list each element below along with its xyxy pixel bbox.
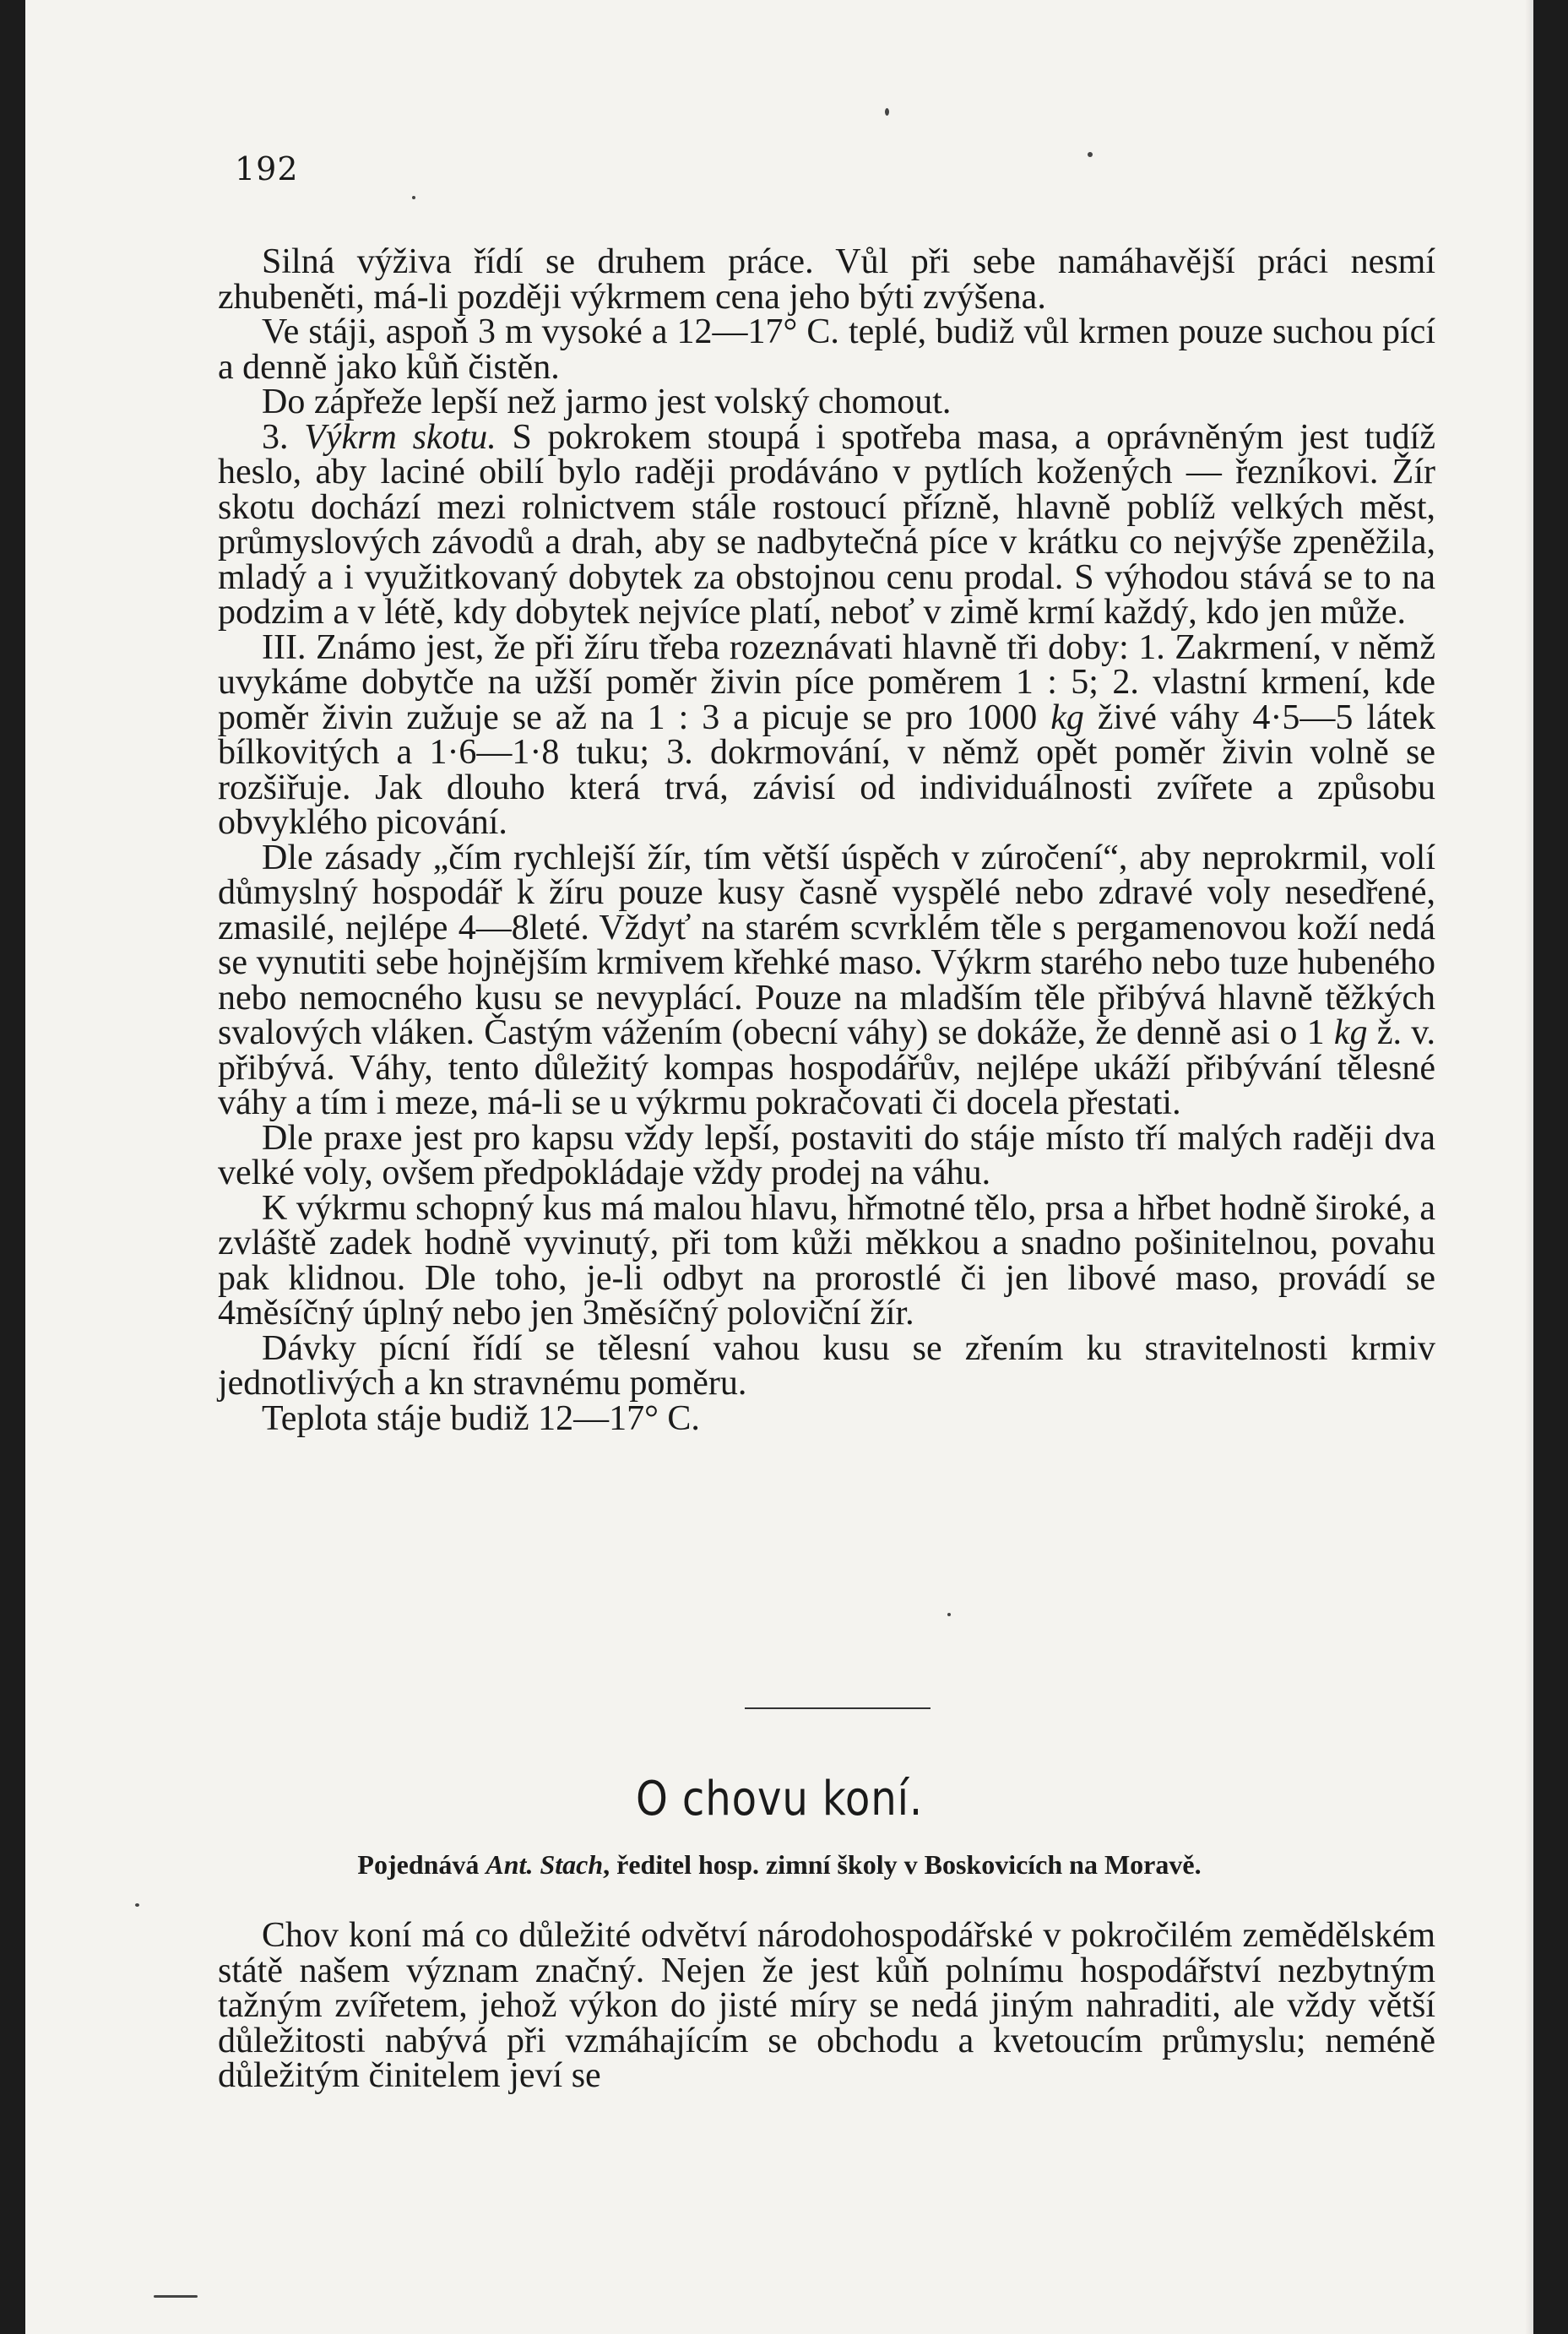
paragraph: Dávky pícní řídí se tělesní vahou kusu se zřením ku stravitelnosti krmiv jednotlivých a kn stravnému poměru.: [218, 1328, 1435, 1403]
section-divider: [745, 1707, 930, 1709]
paragraph: [218, 838, 1435, 1122]
section-heading: Výkrm skotu.: [304, 417, 496, 457]
paragraph-text: Dle zásady „čím rychlejší žír, tím větší úspěch v zúročení“, aby neprokrmil, volí důmyslný hospodář k žíru pouze kusy časně vyspělé nebo zdravé voly nesedřené, zmasilé, nejlépe 4—8leté. Vždyť na starém scvrklém těle s pergamenovou koží nedá se vynutiti sebe hojnějším krmivem křehké maso. Výkrm starého nebo tuze hubeného nebo nemocného kusu se nevyplácí. Pouze na mladším těle přibývá hlavně těžkých svalových vláken. Častým vážením (obecní váhy) se dokáže, že denně asi o 1: [218, 838, 1435, 1052]
scan-speck: [947, 1613, 951, 1616]
unit: kg: [1050, 697, 1084, 737]
scan-speck: [1088, 152, 1093, 157]
byline-text: , ředitel hosp. zimní školy v Boskovicích na Moravě.: [603, 1849, 1202, 1880]
unit: kg: [1333, 1013, 1368, 1052]
article-title: O chovu koní.: [635, 1772, 924, 1826]
paragraph: Chov koní má co důležité odvětví národohospodářské v pokročilém zemědělském státě našem význam značný. Nejen že jest kůň polnímu hospodářství nezbytným tažným zvířetem, jehož výkon do jisté míry se nedá jiným nahraditi, ale vždy větší důležitosti nabývá při vzmáhajícím se obchodu a kvetoucím průmyslu; neméně důležitým činitelem jeví se: [218, 1916, 1435, 2095]
page-number: 192: [235, 150, 299, 187]
book-page: [25, 0, 1533, 2334]
paragraph-text: živé váhy 4·5—5 látek bílkovitých a 1·6—1·8 tuku; 3. dokrmování, v němž opět poměr živin volně se rozšiřuje. Jak dlouho která trvá, závisí od individuálnosti zvířete a způsobu obvyklého picování.: [218, 697, 1436, 842]
paragraph-text: III. Známo jest, že při žíru třeba rozeznávati hlavně tři doby: 1. Zakrmení, v němž uvykáme dobytče na užší poměr živin píce poměrem 1 : 5; 2. vlastní krmení, kde poměr živin zužuje se až na 1 : 3 a picuje se pro 1000: [218, 627, 1435, 737]
paragraph: Ve stáji, aspoň 3 m vysoké a 12—17° C. teplé, budiž vůl krmen pouze suchou pící a denně jako kůň čistěn.: [218, 312, 1435, 387]
section-horses-text: [218, 1916, 1435, 2095]
paragraph: Teplota stáje budiž 12—17° C.: [262, 1398, 700, 1438]
paragraph: K výkrmu schopný kus má malou hlavu, hřmotné tělo, prsa a hřbet hodně široké, a zvláště zadek hodně vyvinutý, při tom kůži měkkou a snadno pošinitelnou, povahu pak klidnou. Dle toho, je-li odbyt na prorostlé či jen libové maso, provádí se 4měsíčný úplný nebo jen 3měsíčný poloviční žír.: [218, 1188, 1435, 1333]
paragraph: Dle praxe jest pro kapsu vždy lepší, postaviti do stáje místo tří malých raději dva velké voly, ovšem předpokládaje vždy prodej na váhu.: [218, 1118, 1435, 1192]
scan-speck: [154, 2295, 198, 2298]
paragraph: [218, 417, 1435, 632]
scan-speck: [885, 108, 889, 116]
section-cattle-text: [218, 242, 1436, 1438]
paragraph: Silná výživa řídí se druhem práce. Vůl při sebe namáhavější práci nesmí zhubeněti, má-li později výkrmem cena jeho býti zvýšena.: [218, 242, 1435, 317]
scan-speck: [412, 196, 415, 199]
byline-text: Pojednává: [357, 1849, 486, 1880]
paragraph: Do zápřeže lepší než jarmo jest volský chomout.: [262, 383, 952, 421]
article-byline: [25, 1849, 1533, 1881]
scan-speck: [135, 1903, 139, 1907]
byline-author: Ant. Stach: [486, 1849, 604, 1880]
section-number: 3.: [262, 417, 289, 457]
paragraph-text: ž. v. přibývá. Váhy, tento důležitý kompas hospodářův, nejlépe ukáží přibývání tělesné váhy a tím i meze, má-li se u výkrmu pokračovati či docela přestati.: [218, 1013, 1435, 1122]
paragraph-text: S pokrokem stoupá i spotřeba masa, a oprávněným jest tudíž heslo, aby laciné obilí bylo raději prodáváno v pytlích kožených — řezníkovi. Žír skotu dochází mezi rolnictvem stále rostoucí přízně, hlavně poblíž velkých měst, průmyslových závodů a drah, aby se nadbytečná píce v krátku co nejvýše zpeněžila, mladý a i využitkovaný dobytek za obstojnou cenu prodal. S výhodou stává se to na podzim a v létě, kdy dobytek nejvíce platí, neboť v zimě krmí každý, kdo jen může.: [218, 417, 1435, 632]
paragraph: [218, 627, 1436, 842]
